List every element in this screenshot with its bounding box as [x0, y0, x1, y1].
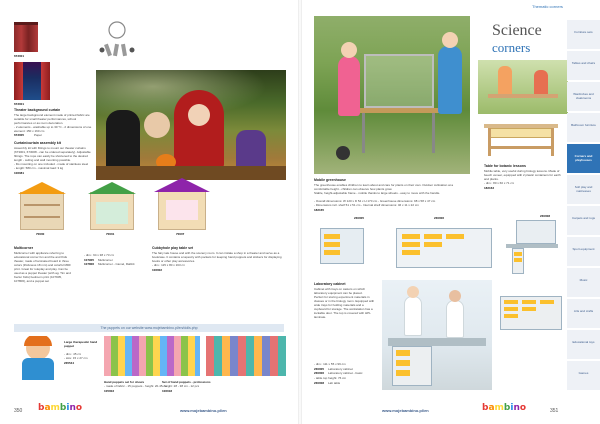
multicorner-code-1: 107905: [84, 258, 95, 262]
puppets-banner[interactable]: The puppets on our website www.mojebambino.pl/en/dolls.php: [14, 324, 284, 332]
shelf-code-2: 70001: [106, 232, 115, 236]
sidebar-tab-games[interactable]: Games: [567, 361, 600, 391]
cabinet-code-2: 230006: [314, 371, 325, 375]
sidebar-tab-carpets[interactable]: Carpets and rugs: [567, 206, 600, 236]
sidebar-tab-sport[interactable]: Sport equipment: [567, 237, 600, 267]
hand-puppet-size: - size: 15 x 27 cm: [64, 356, 88, 360]
table-desc: Mobile table, very useful during biology lessons. Made of beech veneer, equipped with 2 plastic containers for earth and plants.: [484, 169, 561, 181]
greenhouse-desc2: Stable, height-adjustable frame - mobile thanks to large wheels - easy to move with the handle.: [314, 191, 441, 195]
multicorner-code-2: 107806: [84, 262, 95, 266]
cubby-code: 106002: [152, 268, 163, 272]
cubby-title: Cubbyhole play table set: [152, 246, 194, 250]
sidebar-tab-corners[interactable]: Corners and playhouses: [567, 144, 600, 174]
prof-set-title: Set of hand puppets - professions: [162, 380, 211, 384]
hand-puppet-code: 235544: [64, 361, 75, 365]
multicorner-title: Multicorner: [14, 246, 34, 250]
cabinet-title: Laboratory cabinet: [314, 282, 346, 286]
multicorner-code-label-1: Multicorner: [98, 258, 113, 262]
multicorner-code-label-2: Multicorner - Camel, Rabbit: [98, 262, 135, 266]
large-hand-puppet-image: [16, 336, 60, 380]
hand-puppet-title: Large therapeutic hand puppet: [64, 340, 98, 348]
shelf-image-3: [152, 178, 212, 230]
botanic-table-photo: [478, 60, 568, 114]
theater-title: Theater background curtain: [14, 108, 61, 112]
children-lab-photo: [382, 280, 492, 390]
sidebar-tab-educational[interactable]: Educational toys: [567, 330, 600, 360]
professions-puppets-image: [206, 336, 286, 376]
curtain-kit-desc: Assembly kit with fittings to mount our theater curtains (673001, 673008 - can be ordered separately). Adjustable fittings. The rope can easily be shortened to the desired length - ceiling and wall mounting possible.: [14, 146, 91, 162]
header-section-label: Thematic corners: [532, 5, 563, 9]
sidebar-tab-furniture[interactable]: Furniture sets: [567, 20, 600, 50]
lab-cabinet-wide-image: [498, 290, 564, 334]
curtain-kit-dim: - length: 580 cm - maximal load: 3 kg: [14, 166, 64, 170]
cabinet-code-1: 230005: [314, 367, 325, 371]
curtain-kit-desc2: - fits mounting on one included - made of stainless steel: [14, 162, 89, 166]
shelf-code-1: 70000: [36, 232, 45, 236]
page-number-right: 351: [550, 408, 559, 414]
cabinet-code-label-1: Laboratory cabinet: [328, 367, 353, 371]
greenhouse-photo: [314, 16, 470, 174]
theater-curtain-photo: [14, 62, 50, 100]
sidebar-tab-soft-play[interactable]: Soft play and mattresses: [567, 175, 600, 205]
theater-code-label: Paper: [34, 133, 43, 137]
lab-cabinet-img-code-3: 230008: [540, 214, 551, 218]
botanic-table-image: [484, 120, 558, 160]
multicorner-desc: Multicorner with appliance referring to educational corner fun and the and Kids theater, made of laminated board in three colors (thickness 18 mm) and colorful MDF print. Great for roleplay and play. Can be used as a puppet theater (with ag. Tim and Kertur Kids) bedroom print (107905, 107806), and a puppet set: [14, 251, 72, 283]
bambino-logo-right: bambino: [482, 403, 527, 413]
left-page: [0, 0, 298, 424]
lab-cabinet-img-code-2: 230006: [434, 216, 445, 220]
cubby-desc: The fairy tale house and with the scenery room. It can imitate a shop in a theater and serve as a bookcase. It contains a tapestry with pockets for keeping hand puppets and stickers for displaying books or other play accessories.: [152, 251, 282, 263]
hand-set-title: Hand puppets set for shows: [104, 380, 145, 384]
science-subtitle: corners: [492, 40, 531, 55]
greenhouse-code: 182165: [314, 208, 325, 212]
theater-dim: - 2 elements - washable up to 30 °C - 2 dimensions of one element: 150 x 160 cm: [14, 125, 92, 133]
website-url-left[interactable]: www.mojebambino.pl/en: [180, 408, 227, 413]
lab-table-dim: - table top height: 76 cm: [314, 376, 347, 380]
assembly-kit-image: [92, 20, 142, 64]
sidebar-tab-wardrobes[interactable]: Wardrobes and cloakrooms: [567, 82, 600, 112]
lab-table-image: [502, 218, 562, 278]
main-photo-theater-scene: [96, 70, 286, 180]
hand-set-code: 105003: [104, 389, 115, 393]
greenhouse-desc: The greenhouse enables children to learn about and care for plants on their own. Outdoor cultivation at a comfortable height - children can observe how plants grow.: [314, 183, 454, 191]
hand-puppets-set-image: [104, 336, 200, 376]
table-dim: - dim.: 80 x 60 x 71 cm: [484, 181, 515, 185]
lab-cabinet-image-2: [392, 222, 496, 274]
lab-table-code: 230008: [314, 381, 325, 385]
curtain-image: [14, 22, 38, 52]
bambino-logo-left: bambino: [38, 403, 83, 413]
greenhouse-title: Mobile greenhouse: [314, 178, 346, 182]
cabinet-desc: Cabinet with trays on castors on which laboratory equipment can be placed.: [314, 287, 366, 295]
greenhouse-dim: - Overall dimensions: W 120 x D 54 x H 170 cm - Greenhouse dimensions: 98 x 58 x 47 cm: [314, 199, 436, 203]
cabinet-dim: - dim.: 111 x 55 x 99 cm: [314, 362, 346, 366]
website-url-right[interactable]: www.mojebambino.pl/en: [382, 408, 429, 413]
sidebar-tab-tables-chairs[interactable]: Tables and chairs: [567, 51, 600, 81]
hand-puppet-dim: - dim.: 45 cm: [64, 352, 82, 356]
lab-cabinet-img-code-1: 230005: [354, 216, 365, 220]
lab-table-label: Lab table: [328, 381, 341, 385]
hand-set-desc: - made of fabric - 15 puppets - height: 20-45 cm: [104, 384, 168, 388]
cabinet-code-label-2: Laboratory cabinet - basic: [328, 371, 363, 375]
right-page: [302, 0, 600, 424]
theater-photo-code: 673001: [14, 102, 25, 106]
page-number-left: 350: [14, 408, 23, 414]
shelf-code-3: 70007: [176, 232, 185, 236]
curtain-image-code: 673001: [14, 54, 25, 58]
table-title: Table for botanic lessons: [484, 164, 526, 168]
prof-set-code: 106018: [162, 389, 173, 393]
cabinet-desc2: Perfect for storing experiment materials in classes or in the biology room. Equipped with wide trays for holding materials and a cupboard for storage. The workstation has a lockable door. The top is covered with HPL laminate.: [314, 295, 375, 319]
curtain-kit-title: Curtain/curtain assembly kit: [14, 141, 61, 145]
sidebar-tab-bathroom[interactable]: Bathroom furniture: [567, 113, 600, 143]
table-code: 182163: [484, 186, 495, 190]
shelf-image-1: [14, 182, 70, 230]
theater-desc: The large background element made of printed fabric are suitable for small theater performances, school performances or as room decoration.: [14, 113, 90, 125]
sidebar-tab-arts[interactable]: Arts and crafts: [567, 299, 600, 329]
cubby-dim: - dim.: 115 x 80 x 163 cm: [152, 263, 186, 267]
theater-code: 673005: [14, 133, 25, 137]
shelf-image-2: [84, 182, 140, 230]
science-title: Science: [492, 22, 542, 39]
sidebar-tab-music[interactable]: Music: [567, 268, 600, 298]
curtain-kit-code: 106081: [14, 171, 25, 175]
multicorner-dim: - dim.: 94 x 38 x 73 cm: [84, 253, 115, 257]
lab-cabinet-image-1: [316, 222, 368, 268]
prof-set-desc: - height: 28 - 38 cm - 12 pcs: [162, 384, 200, 388]
greenhouse-dim2: - Dimensions incl. shelf 51 x 51 cm - Internal shelf dimensions: 46 x 11 x 22 cm: [314, 203, 419, 207]
category-sidebar: [567, 20, 600, 424]
